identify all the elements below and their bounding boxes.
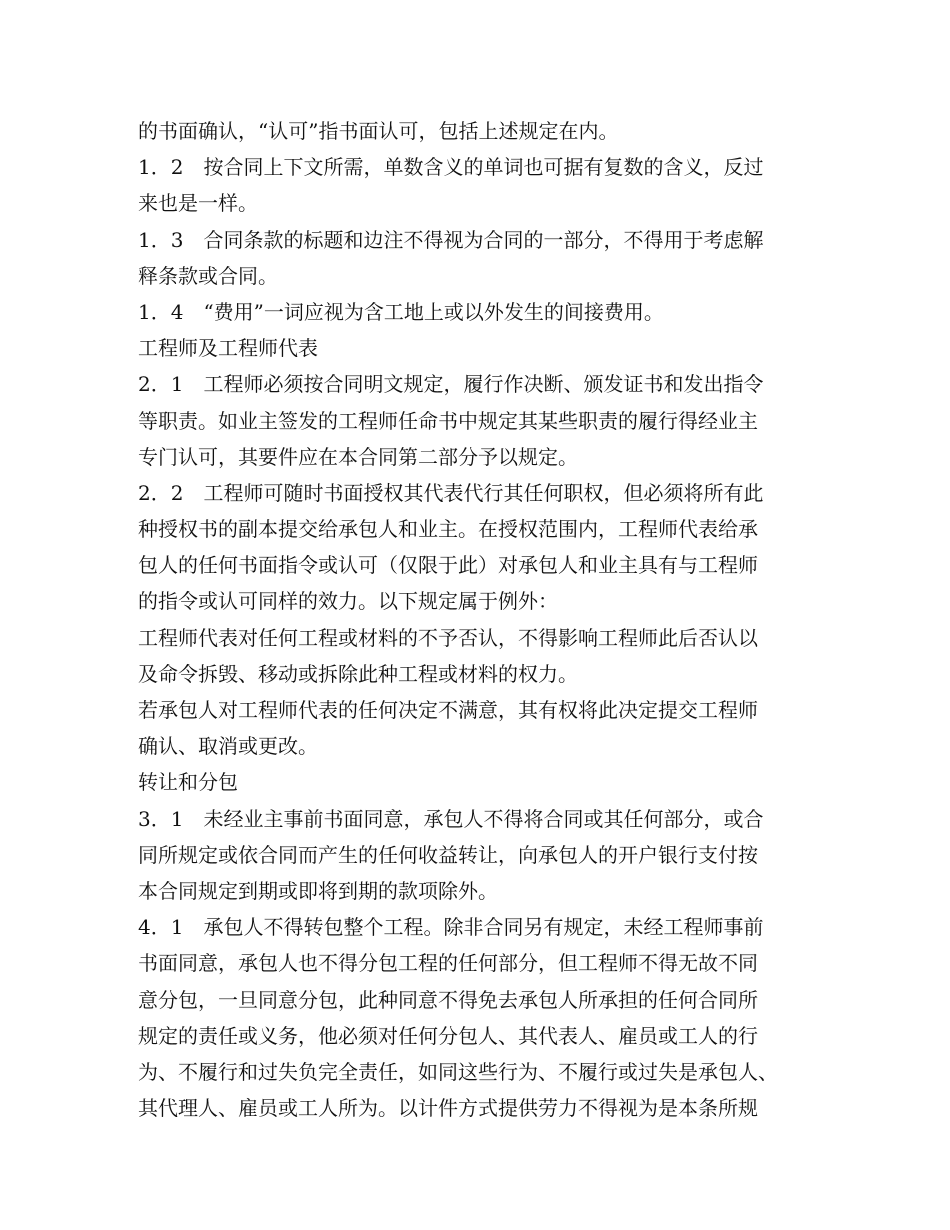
text-line: 释条款或合同。 <box>138 263 278 288</box>
text-line: 同所规定或依合同而产生的任何收益转让，向承包人的开户银行支付按 <box>138 842 758 867</box>
text-line: 2．1 工程师必须按合同明文规定，履行作决断、颁发证书和发出指令 <box>138 372 764 397</box>
text-line: 等职责。如业主签发的工程师任命书中规定其某些职责的履行得经业主 <box>138 408 758 433</box>
text-line: 1．4 “费用”一词应视为含工地上或以外发生的间接费用。 <box>138 299 664 324</box>
text-line: 书面同意，承包人也不得分包工程的任何部分，但工程师不得无故不同 <box>138 951 758 976</box>
text-line: 专门认可，其要件应在本合同第二部分予以规定。 <box>138 444 578 469</box>
contract-text-body <box>138 113 828 1126</box>
section-heading: 工程师及工程师代表 <box>138 336 318 361</box>
text-line: 为、不履行和过失负完全责任，如同这些行为、不履行或过失是承包人、 <box>138 1059 778 1084</box>
text-line: 来也是一样。 <box>138 191 258 216</box>
text-line: 本合同规定到期或即将到期的款项除外。 <box>138 878 498 903</box>
text-line: 工程师代表对任何工程或材料的不予否认，不得影响工程师此后否认以 <box>138 625 758 650</box>
text-line: 及命令拆毁、移动或拆除此种工程或材料的权力。 <box>138 661 578 686</box>
text-line: 的指令或认可同样的效力。以下规定属于例外： <box>138 589 558 614</box>
text-line: 3．1 未经业主事前书面同意，承包人不得将合同或其任何部分，或合 <box>138 806 764 831</box>
text-line: 确认、取消或更改。 <box>138 734 318 759</box>
text-line: 其代理人、雇员或工人所为。以计件方式提供劳力不得视为是本条所规 <box>138 1096 758 1121</box>
text-line: 2．2 工程师可随时书面授权其代表代行其任何职权，但必须将所有此 <box>138 480 764 505</box>
text-line: 种授权书的副本提交给承包人和业主。在授权范围内，工程师代表给承 <box>138 517 758 542</box>
text-line: 1．3 合同条款的标题和边注不得视为合同的一部分，不得用于考虑解 <box>138 227 764 252</box>
text-line: 若承包人对工程师代表的任何决定不满意，其有权将此决定提交工程师 <box>138 698 758 722</box>
text-line: 1．2 按合同上下文所需，单数含义的单词也可据有复数的含义，反过 <box>138 155 764 180</box>
text-line: 意分包，一旦同意分包，此种同意不得免去承包人所承担的任何合同所 <box>138 987 758 1012</box>
text-line: 规定的责任或义务，他必须对任何分包人、其代表人、雇员或工人的行 <box>138 1023 758 1048</box>
text-line: 4．1 承包人不得转包整个工程。除非合同另有规定，未经工程师事前 <box>138 915 764 940</box>
text-line: 的书面确认，“认可”指书面认可，包括上述规定在内。 <box>138 119 619 143</box>
section-heading: 转让和分包 <box>138 770 238 795</box>
text-line: 包人的任何书面指令或认可（仅限于此）对承包人和业主具有与工程师 <box>138 553 758 578</box>
